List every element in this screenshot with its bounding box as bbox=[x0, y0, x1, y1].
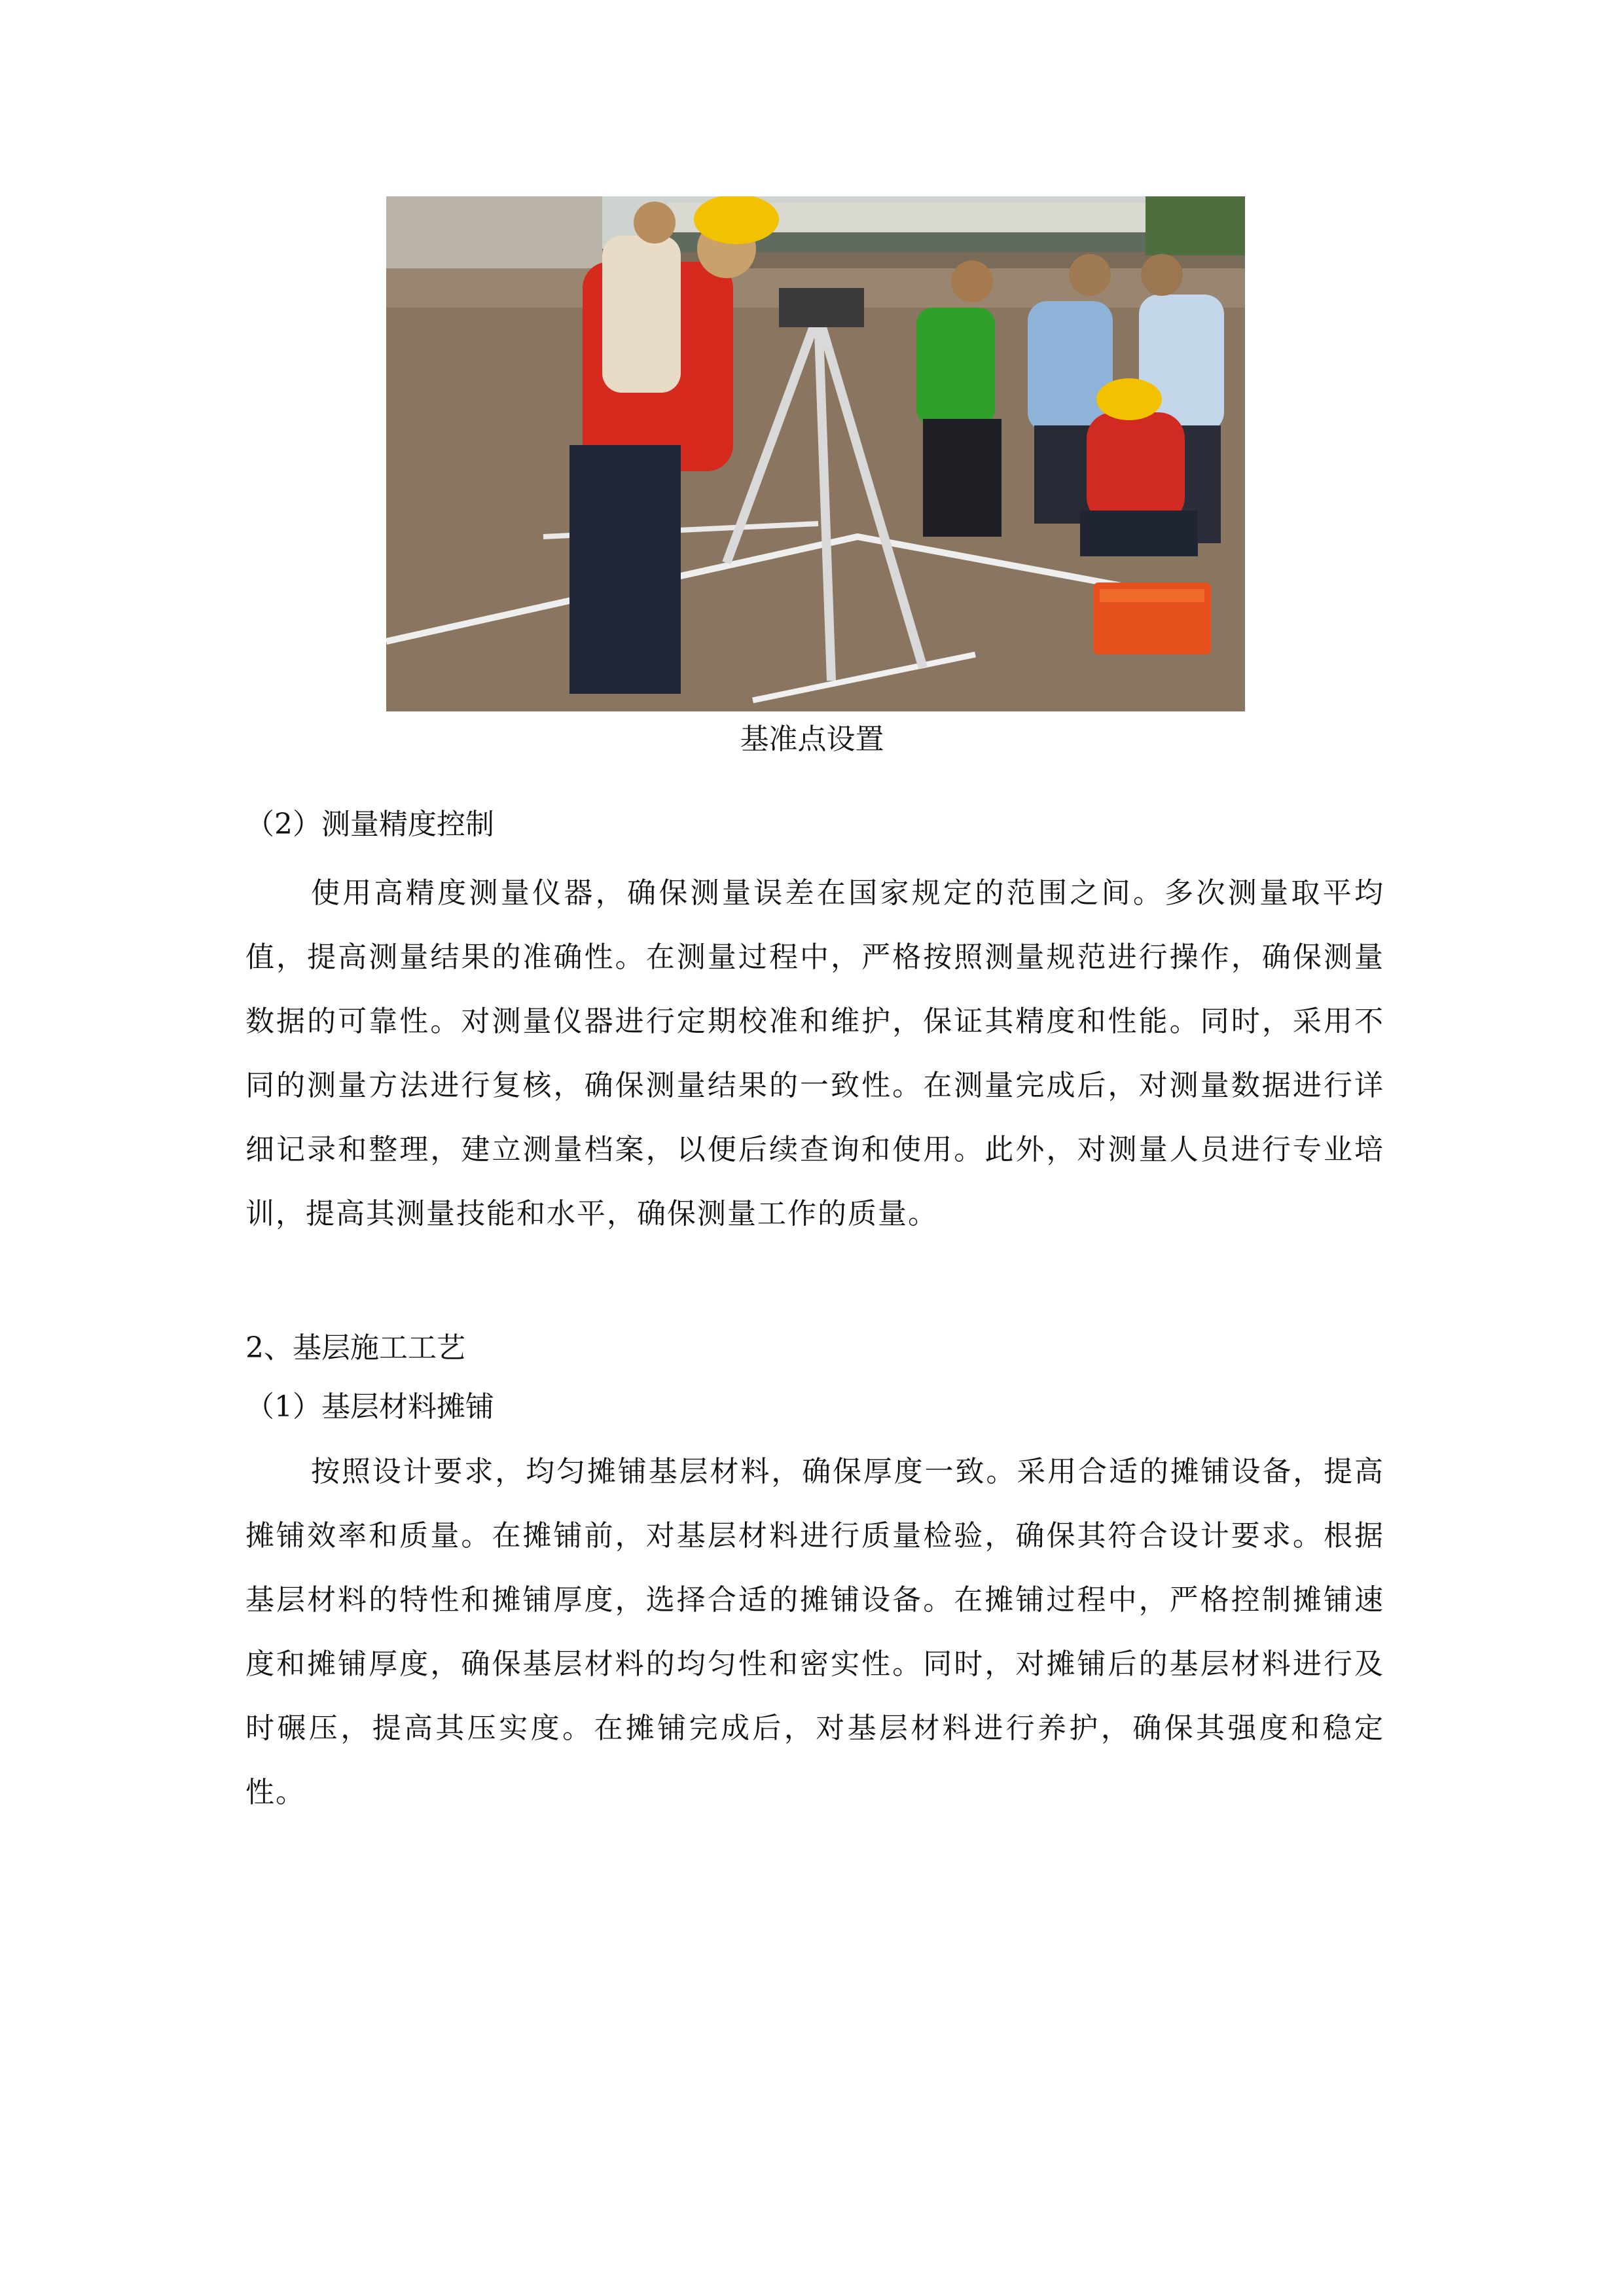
section-heading-base-construction: 2、基层施工工艺 bbox=[245, 1331, 465, 1365]
section-heading-base-material-paving: （1）基层材料摊铺 bbox=[245, 1390, 494, 1424]
figure-caption: 基准点设置 bbox=[740, 723, 884, 756]
surveying-crew-photo bbox=[386, 196, 1245, 711]
paragraph-measurement-precision: 使用高精度测量仪器，确保测量误差在国家规定的范围之间。多次测量取平均值，提高测量结果的准确性。在测量过程中，严格按照测量规范进行操作，确保测量数据的可靠性。对测量仪器进行定期校准和维护，保证其精度和性能。同时，采用不同的测量方法进行复核，确保测量结果的一致性。在测量完成后，对测量数据进行详细记录和整理，建立测量档案，以便后续查询和使用。此外，对测量人员进行专业培训，提高其测量技能和水平，确保测量工作的质量。 bbox=[245, 876, 1384, 1230]
photo-illustration bbox=[386, 196, 1245, 711]
paragraph-base-material-paving: 按照设计要求，均匀摊铺基层材料，确保厚度一致。采用合适的摊铺设备，提高摊铺效率和质量。在摊铺前，对基层材料进行质量检验，确保其符合设计要求。根据基层材料的特性和摊铺厚度，选择合适的摊铺设备。在摊铺过程中，严格控制摊铺速度和摊铺厚度，确保基层材料的均匀性和密实性。同时，对摊铺后的基层材料进行及时碾压，提高其压实度。在摊铺完成后，对基层材料进行养护，确保其强度和稳定性。 bbox=[245, 1455, 1384, 1809]
section-heading-measurement-precision: （2）测量精度控制 bbox=[245, 808, 494, 841]
